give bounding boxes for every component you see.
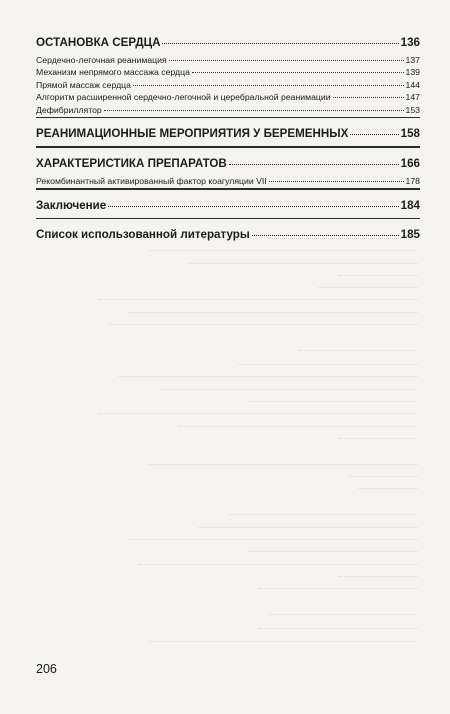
- toc-heading-title: ХАРАКТЕРИСТИКА ПРЕПАРАТОВ: [36, 156, 227, 170]
- toc-item: [36, 67, 420, 79]
- toc-heading-page: 158: [400, 127, 420, 141]
- toc-heading-title: Список использованной литературы: [36, 227, 250, 241]
- dot-leader: [108, 206, 398, 207]
- toc-item: [36, 176, 420, 188]
- toc-item: [36, 80, 420, 92]
- toc-item: [36, 92, 420, 104]
- section-divider: [36, 218, 420, 219]
- section-divider: [36, 188, 420, 189]
- toc-item-page: 178: [405, 175, 420, 186]
- toc-item-page: 137: [405, 55, 420, 65]
- dot-leader: [269, 181, 404, 182]
- toc-heading-page: 166: [400, 156, 420, 170]
- toc-item-title: Прямой массаж сердца: [36, 79, 131, 90]
- toc-heading-title: Заключение: [36, 198, 107, 212]
- section-divider: [36, 117, 420, 118]
- page-number: 206: [36, 662, 57, 676]
- toc-item-page: 147: [405, 92, 420, 103]
- toc-section: [36, 199, 420, 219]
- dot-leader: [162, 43, 398, 44]
- toc-item: [36, 105, 420, 117]
- toc-heading-entry: [36, 157, 420, 176]
- toc-item-page: 153: [405, 104, 420, 115]
- toc-section: [36, 36, 420, 118]
- toc-section: [36, 127, 420, 147]
- toc-section: [36, 157, 420, 190]
- reverse-side-bleed-through: [36, 228, 420, 645]
- toc-heading-entry: [36, 199, 420, 218]
- toc-heading-page: 185: [400, 227, 420, 241]
- toc-item-title: Рекомбинантный активированный фактор коагуляции VII: [36, 175, 267, 186]
- toc-heading-title: ОСТАНОВКА СЕРДЦА: [36, 36, 161, 49]
- toc-item-title: Алгоритм расширенной сердечно-легочной и церебральной реанимации: [36, 92, 331, 103]
- dot-leader: [192, 72, 404, 73]
- toc-heading-entry: [36, 127, 420, 146]
- section-divider: [36, 146, 420, 147]
- dot-leader: [133, 85, 404, 86]
- dot-leader: [333, 97, 404, 98]
- toc-item-title: Механизм непрямого массажа сердца: [36, 67, 190, 78]
- dot-leader: [169, 60, 404, 61]
- toc-item-title: Сердечно-легочная реанимация: [36, 55, 167, 65]
- table-of-contents: [36, 36, 420, 251]
- dot-leader: [350, 134, 398, 135]
- toc-item-title: Дефибриллятор: [36, 104, 102, 115]
- dot-leader: [104, 110, 404, 111]
- toc-item-page: 139: [405, 67, 420, 78]
- toc-heading-title: РЕАНИМАЦИОННЫЕ МЕРОПРИЯТИЯ У БЕРЕМЕННЫХ: [36, 127, 349, 141]
- toc-heading-page: 136: [400, 36, 420, 49]
- toc-item: [36, 55, 420, 67]
- toc-item-page: 144: [405, 79, 420, 90]
- toc-heading-entry: [36, 36, 420, 55]
- toc-heading-page: 184: [400, 198, 420, 212]
- dot-leader: [229, 164, 399, 165]
